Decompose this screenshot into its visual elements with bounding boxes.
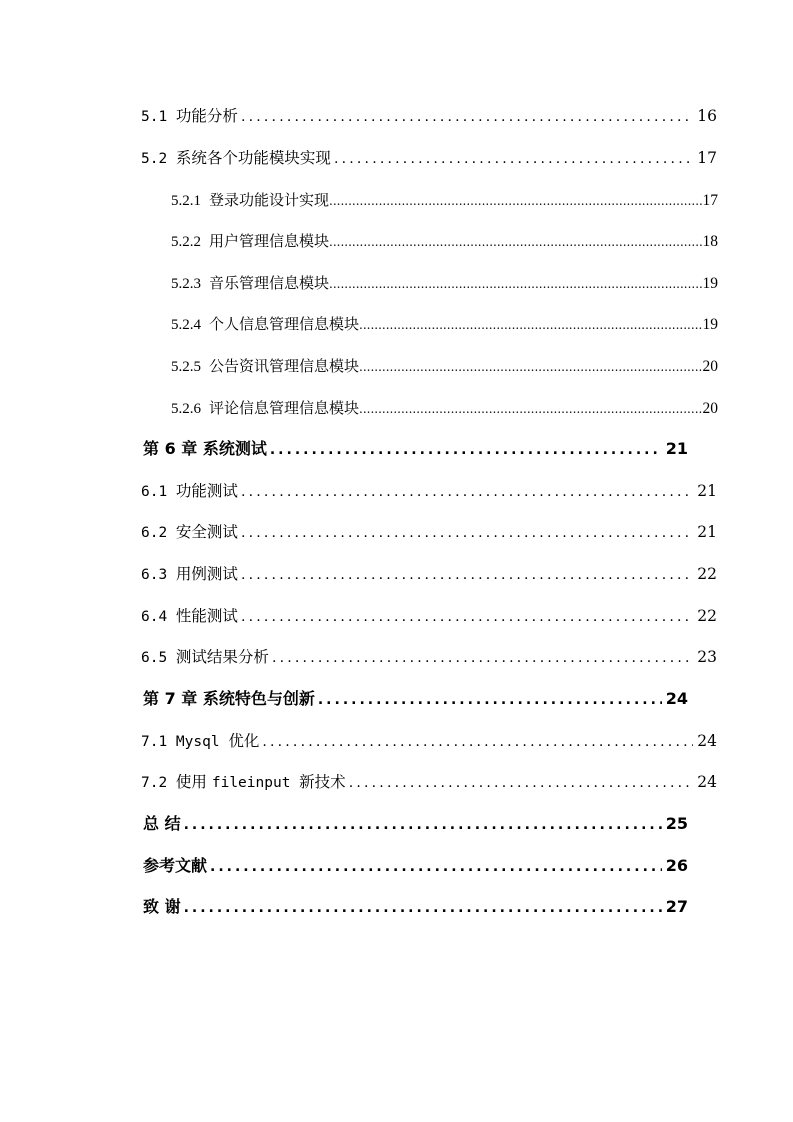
toc-entry-page: 22 — [697, 565, 717, 583]
toc-entry-label: 7.2 使用 fileinput 新技术 — [141, 773, 346, 791]
toc-entry-label: 5.2.3 音乐管理信息模块 — [171, 274, 330, 292]
toc-entry-page: 20 — [702, 400, 718, 417]
dot-leader — [329, 232, 701, 252]
toc-entry-label: 5.2.1 登录功能设计实现 — [171, 191, 330, 209]
toc-entry-page: 21 — [665, 439, 688, 458]
toc-entry-5-2[interactable] — [141, 148, 717, 169]
toc-entry-page: 17 — [702, 192, 718, 209]
toc-entry-5-2-5[interactable] — [171, 356, 718, 377]
toc-entry-6-3[interactable] — [141, 564, 717, 585]
toc-entry-page: 22 — [697, 607, 717, 625]
toc-entry-page: 18 — [702, 233, 718, 250]
toc-entry-page: 19 — [702, 275, 718, 292]
toc-entry-7-1[interactable] — [141, 731, 717, 752]
toc-entry-label: 总 结 — [143, 814, 181, 833]
dot-leader — [241, 482, 693, 502]
dot-leader — [270, 440, 662, 460]
toc-entry-6-5[interactable] — [141, 647, 717, 668]
toc-entry-7-2[interactable] — [141, 772, 717, 793]
dot-leader — [272, 648, 693, 668]
toc-entry-6-1[interactable] — [141, 481, 717, 502]
toc-entry-label: 5.2.4 个人信息管理信息模块 — [171, 315, 360, 333]
dot-leader — [210, 857, 662, 877]
toc-entry-acknowledgements[interactable] — [143, 897, 688, 918]
toc-entry-page: 16 — [697, 107, 717, 125]
dot-leader — [329, 191, 701, 211]
dot-leader — [329, 274, 701, 294]
toc-entry-label: 6.5 测试结果分析 — [141, 648, 269, 666]
toc-entry-label: 第 7 章 系统特色与创新 — [143, 689, 315, 708]
dot-leader — [241, 107, 693, 127]
dot-leader — [241, 607, 693, 627]
toc-entry-label: 致 谢 — [143, 897, 181, 916]
toc-entry-page: 24 — [665, 689, 688, 708]
toc-entry-5-2-3[interactable] — [171, 273, 718, 294]
dot-leader — [359, 399, 701, 419]
toc-entry-label: 5.1 功能分析 — [141, 107, 238, 125]
toc-entry-page: 20 — [702, 358, 718, 375]
dot-leader — [184, 815, 662, 835]
toc-entry-page: 21 — [697, 482, 717, 500]
toc-entry-label: 6.4 性能测试 — [141, 607, 238, 625]
toc-entry-label: 6.1 功能测试 — [141, 482, 238, 500]
toc-entry-5-2-4[interactable] — [171, 314, 718, 335]
dot-leader — [349, 773, 694, 793]
dot-leader — [184, 898, 662, 918]
dot-leader — [262, 732, 693, 752]
toc-entry-5-2-1[interactable] — [171, 190, 718, 211]
dot-leader — [318, 690, 662, 710]
toc-entry-page: 17 — [697, 149, 717, 167]
toc-entry-5-2-6[interactable] — [171, 398, 718, 419]
toc-entry-page: 24 — [697, 773, 717, 791]
toc-entry-6-2[interactable] — [141, 522, 717, 543]
toc-entry-summary[interactable] — [143, 814, 688, 835]
toc-entry-label: 5.2.6 评论信息管理信息模块 — [171, 399, 360, 417]
toc-entry-chapter-6[interactable] — [143, 439, 688, 460]
toc-entry-label: 5.2.5 公告资讯管理信息模块 — [171, 357, 360, 375]
toc-entry-page: 23 — [697, 648, 717, 666]
toc-entry-label: 第 6 章 系统测试 — [143, 439, 267, 458]
toc-entry-page: 24 — [697, 732, 717, 750]
toc-entry-label: 7.1 Mysql 优化 — [141, 732, 260, 750]
toc-entry-6-4[interactable] — [141, 606, 717, 627]
toc-entry-label: 参考文献 — [143, 856, 208, 875]
toc-entry-5-2-2[interactable] — [171, 231, 718, 252]
toc-entry-page: 26 — [665, 856, 688, 875]
dot-leader — [359, 357, 701, 377]
toc-entry-label: 6.2 安全测试 — [141, 523, 238, 541]
toc-entry-page: 19 — [702, 316, 718, 333]
toc-entry-label: 6.3 用例测试 — [141, 565, 238, 583]
dot-leader — [334, 149, 693, 169]
toc-entry-page: 21 — [697, 523, 717, 541]
toc-entry-label: 5.2.2 用户管理信息模块 — [171, 232, 330, 250]
toc-entry-references[interactable] — [143, 856, 688, 877]
toc-entry-label: 5.2 系统各个功能模块实现 — [141, 149, 331, 167]
toc-entry-chapter-7[interactable] — [143, 689, 688, 710]
toc-entry-page: 25 — [665, 814, 688, 833]
dot-leader — [241, 565, 693, 585]
toc-entry-page: 27 — [665, 897, 688, 916]
toc-entry-5-1[interactable] — [141, 106, 717, 127]
dot-leader — [241, 523, 693, 543]
dot-leader — [359, 315, 701, 335]
